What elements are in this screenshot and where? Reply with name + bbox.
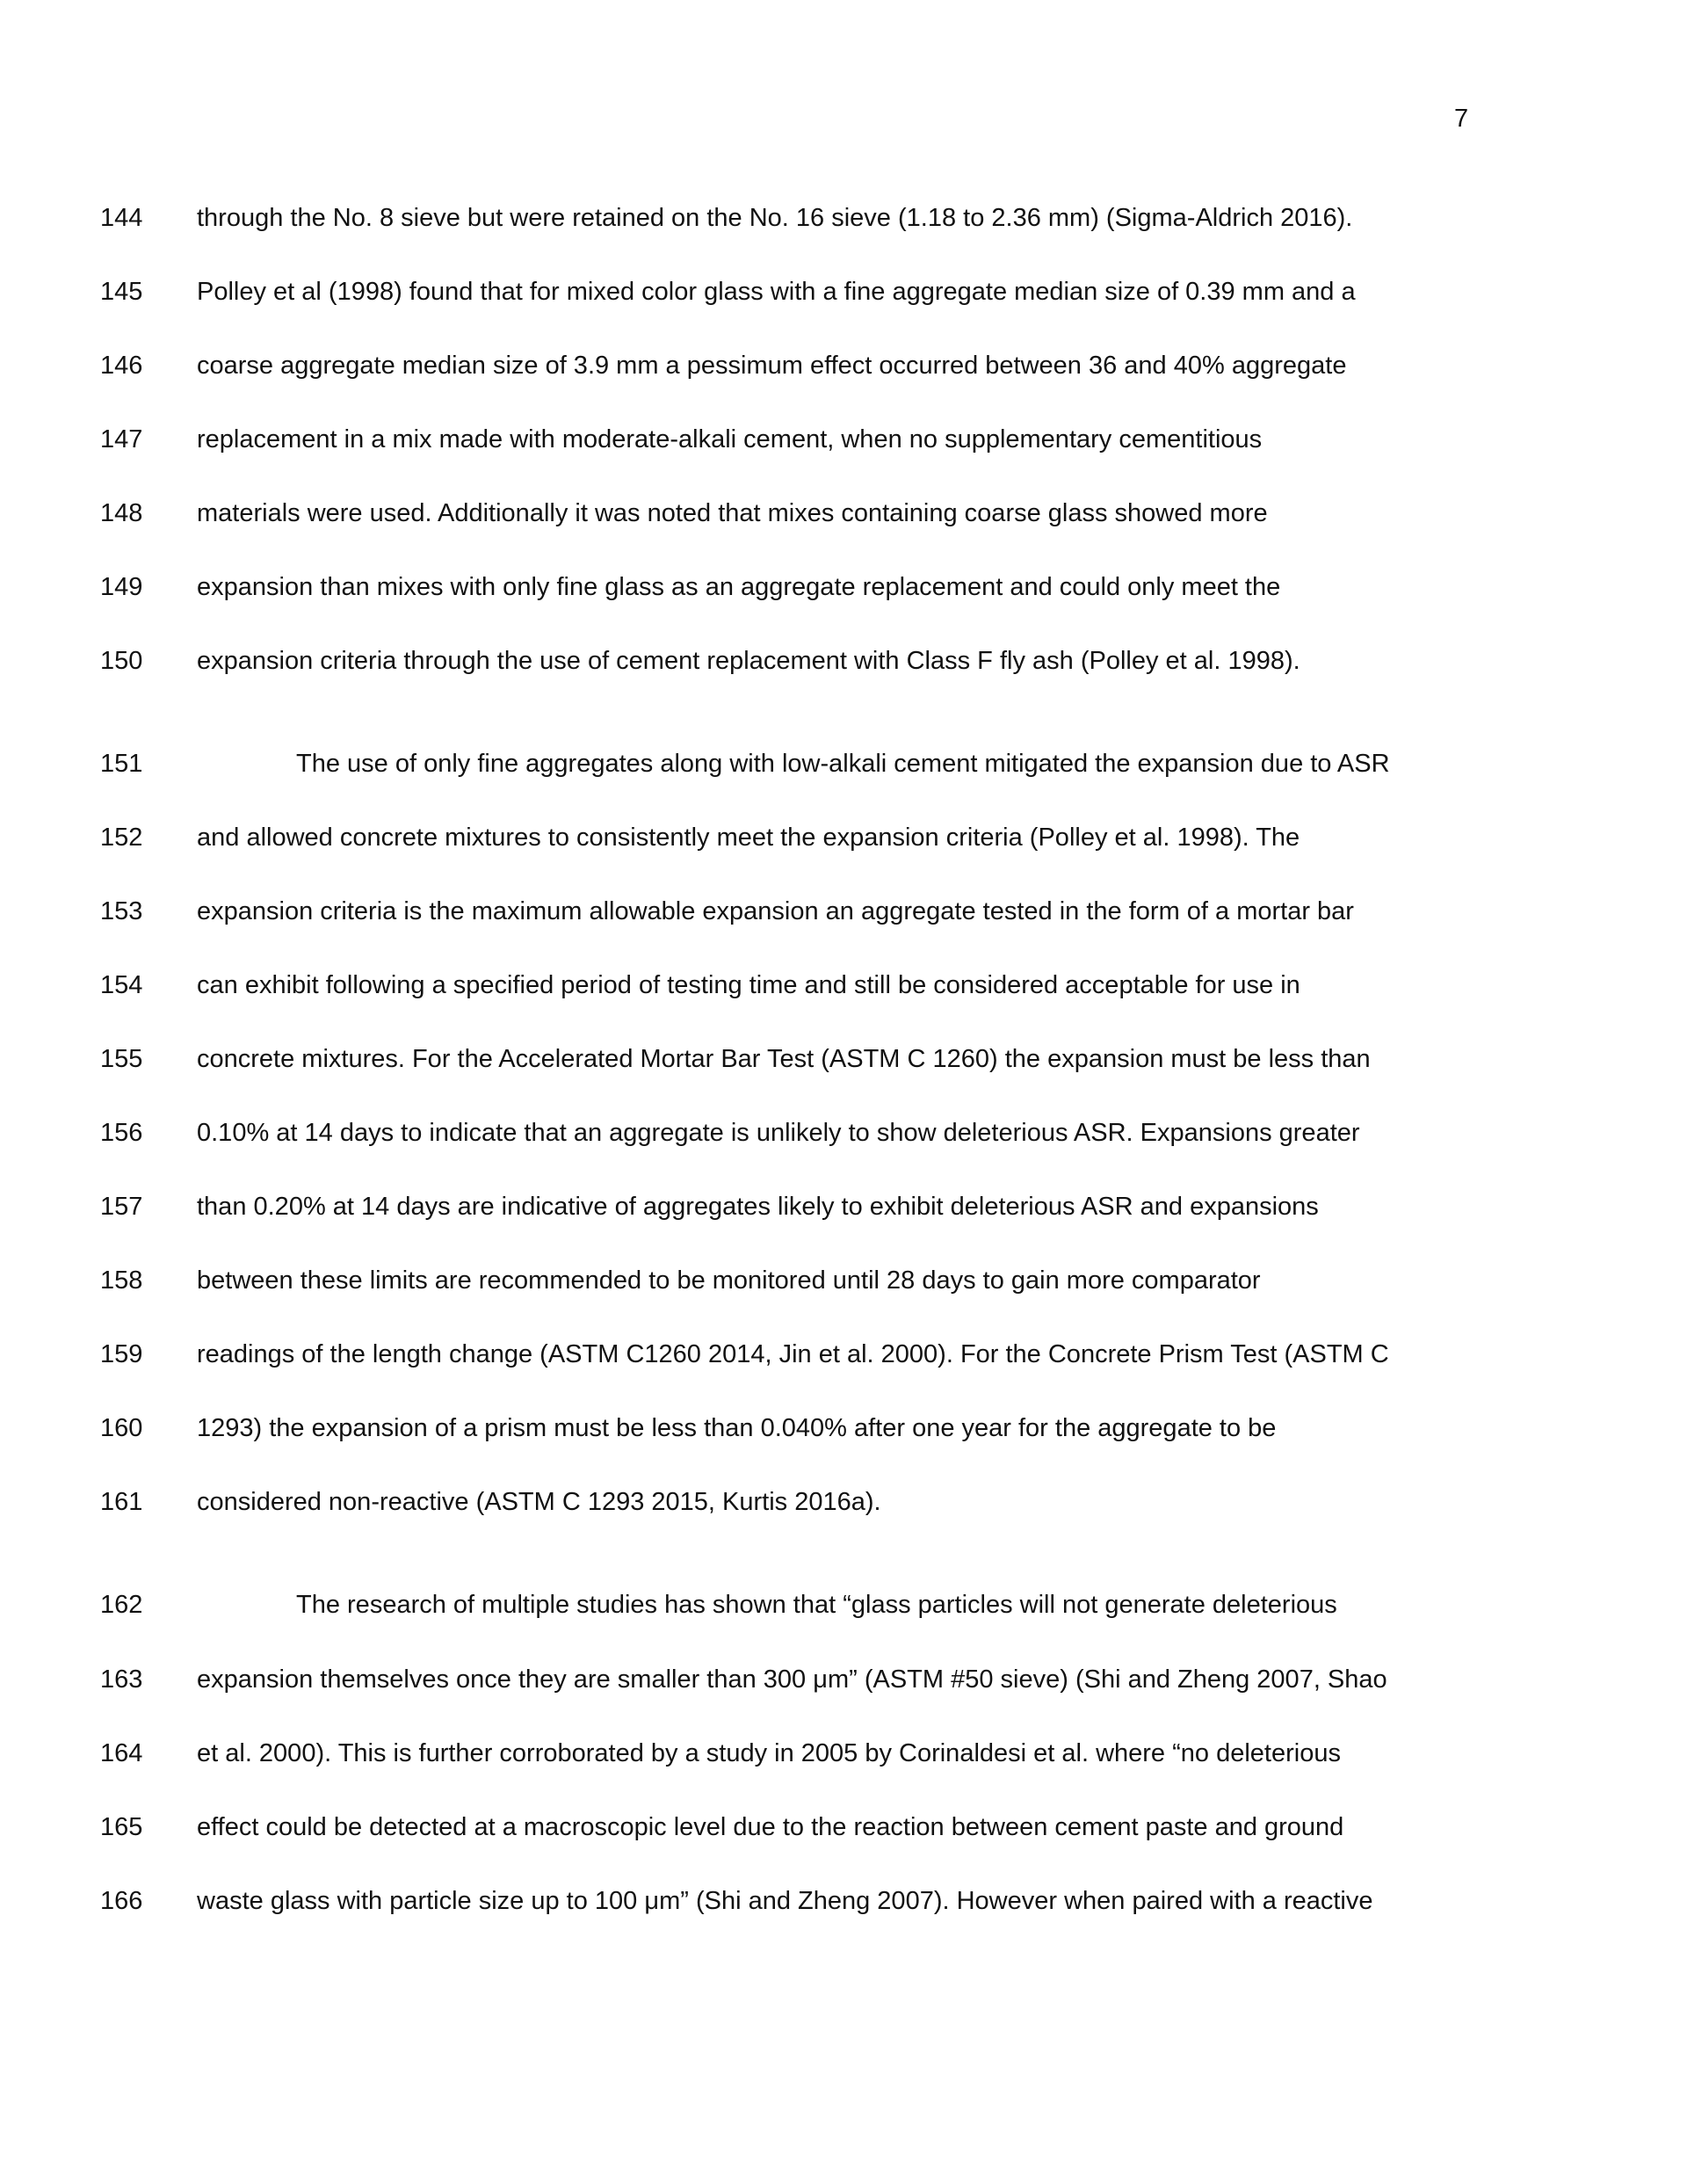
- page-number: 7: [1454, 105, 1469, 133]
- line-text: 1293) the expansion of a prism must be less than 0.040% after one year for the aggregate to be: [197, 1414, 1277, 1442]
- line-number: 145: [100, 278, 143, 306]
- line-number: 163: [100, 1665, 143, 1694]
- line-text: 0.10% at 14 days to indicate that an aggregate is unlikely to show deleterious ASR. Expansions greater: [197, 1119, 1360, 1147]
- line-text: replacement in a mix made with moderate-alkali cement, when no supplementary cementitious: [197, 425, 1263, 453]
- line-number: 165: [100, 1813, 143, 1841]
- line-number: 153: [100, 897, 143, 925]
- line-number: 152: [100, 824, 143, 852]
- line-text: expansion criteria through the use of cement replacement with Class F fly ash (Polley et al. 1998).: [197, 647, 1300, 675]
- line-text: concrete mixtures. For the Accelerated Mortar Bar Test (ASTM C 1260) the expansion must be less than: [197, 1045, 1371, 1073]
- line-number: 158: [100, 1266, 143, 1295]
- line-text: through the No. 8 sieve but were retained on the No. 16 sieve (1.18 to 2.36 mm) (Sigma-Aldrich 2016).: [197, 204, 1353, 232]
- line-number: 166: [100, 1887, 143, 1915]
- line-number: 147: [100, 425, 143, 453]
- line-text: waste glass with particle size up to 100 μm” (Shi and Zheng 2007). However when paired with a reactive: [197, 1887, 1373, 1915]
- line-number: 156: [100, 1119, 143, 1147]
- line-number: 154: [100, 971, 143, 999]
- line-number: 148: [100, 499, 143, 527]
- line-number: 155: [100, 1045, 143, 1073]
- line-number: 160: [100, 1414, 143, 1442]
- line-text: can exhibit following a specified period of testing time and still be considered acceptable for use in: [197, 971, 1300, 999]
- line-text: readings of the length change (ASTM C1260 2014, Jin et al. 2000). For the Concrete Prism Test (ASTM C: [197, 1340, 1389, 1368]
- line-text: Polley et al (1998) found that for mixed color glass with a fine aggregate median size of 0.39 mm and a: [197, 278, 1356, 306]
- line-number: 159: [100, 1340, 143, 1368]
- line-text: and allowed concrete mixtures to consistently meet the expansion criteria (Polley et al. 1998). The: [197, 824, 1300, 852]
- line-number: 164: [100, 1739, 143, 1767]
- line-number: 161: [100, 1488, 143, 1516]
- line-text: et al. 2000). This is further corroborated by a study in 2005 by Corinaldesi et al. where “no deleterious: [197, 1739, 1341, 1767]
- line-number: 162: [100, 1591, 143, 1619]
- line-text: expansion criteria is the maximum allowable expansion an aggregate tested in the form of a mortar bar: [197, 897, 1354, 925]
- line-number: 149: [100, 573, 143, 601]
- line-number: 157: [100, 1193, 143, 1221]
- line-text: than 0.20% at 14 days are indicative of aggregates likely to exhibit deleterious ASR and expansions: [197, 1193, 1319, 1221]
- line-number: 150: [100, 647, 143, 675]
- line-text: expansion than mixes with only fine glass as an aggregate replacement and could only meet the: [197, 573, 1281, 601]
- line-number: 151: [100, 750, 143, 778]
- line-number: 146: [100, 352, 143, 380]
- line-text: effect could be detected at a macroscopic level due to the reaction between cement paste and ground: [197, 1813, 1344, 1841]
- line-text: The use of only fine aggregates along with low-alkali cement mitigated the expansion due to ASR: [296, 750, 1390, 778]
- line-text: between these limits are recommended to be monitored until 28 days to gain more comparator: [197, 1266, 1261, 1295]
- line-text: coarse aggregate median size of 3.9 mm a pessimum effect occurred between 36 and 40% aggregate: [197, 352, 1347, 380]
- line-number: 144: [100, 204, 143, 232]
- line-text: materials were used. Additionally it was noted that mixes containing coarse glass showed more: [197, 499, 1268, 527]
- line-text: expansion themselves once they are smaller than 300 μm” (ASTM #50 sieve) (Shi and Zheng 2007, Shao: [197, 1665, 1387, 1694]
- line-text: The research of multiple studies has shown that “glass particles will not generate deleterious: [296, 1591, 1337, 1619]
- line-text: considered non-reactive (ASTM C 1293 2015, Kurtis 2016a).: [197, 1488, 881, 1516]
